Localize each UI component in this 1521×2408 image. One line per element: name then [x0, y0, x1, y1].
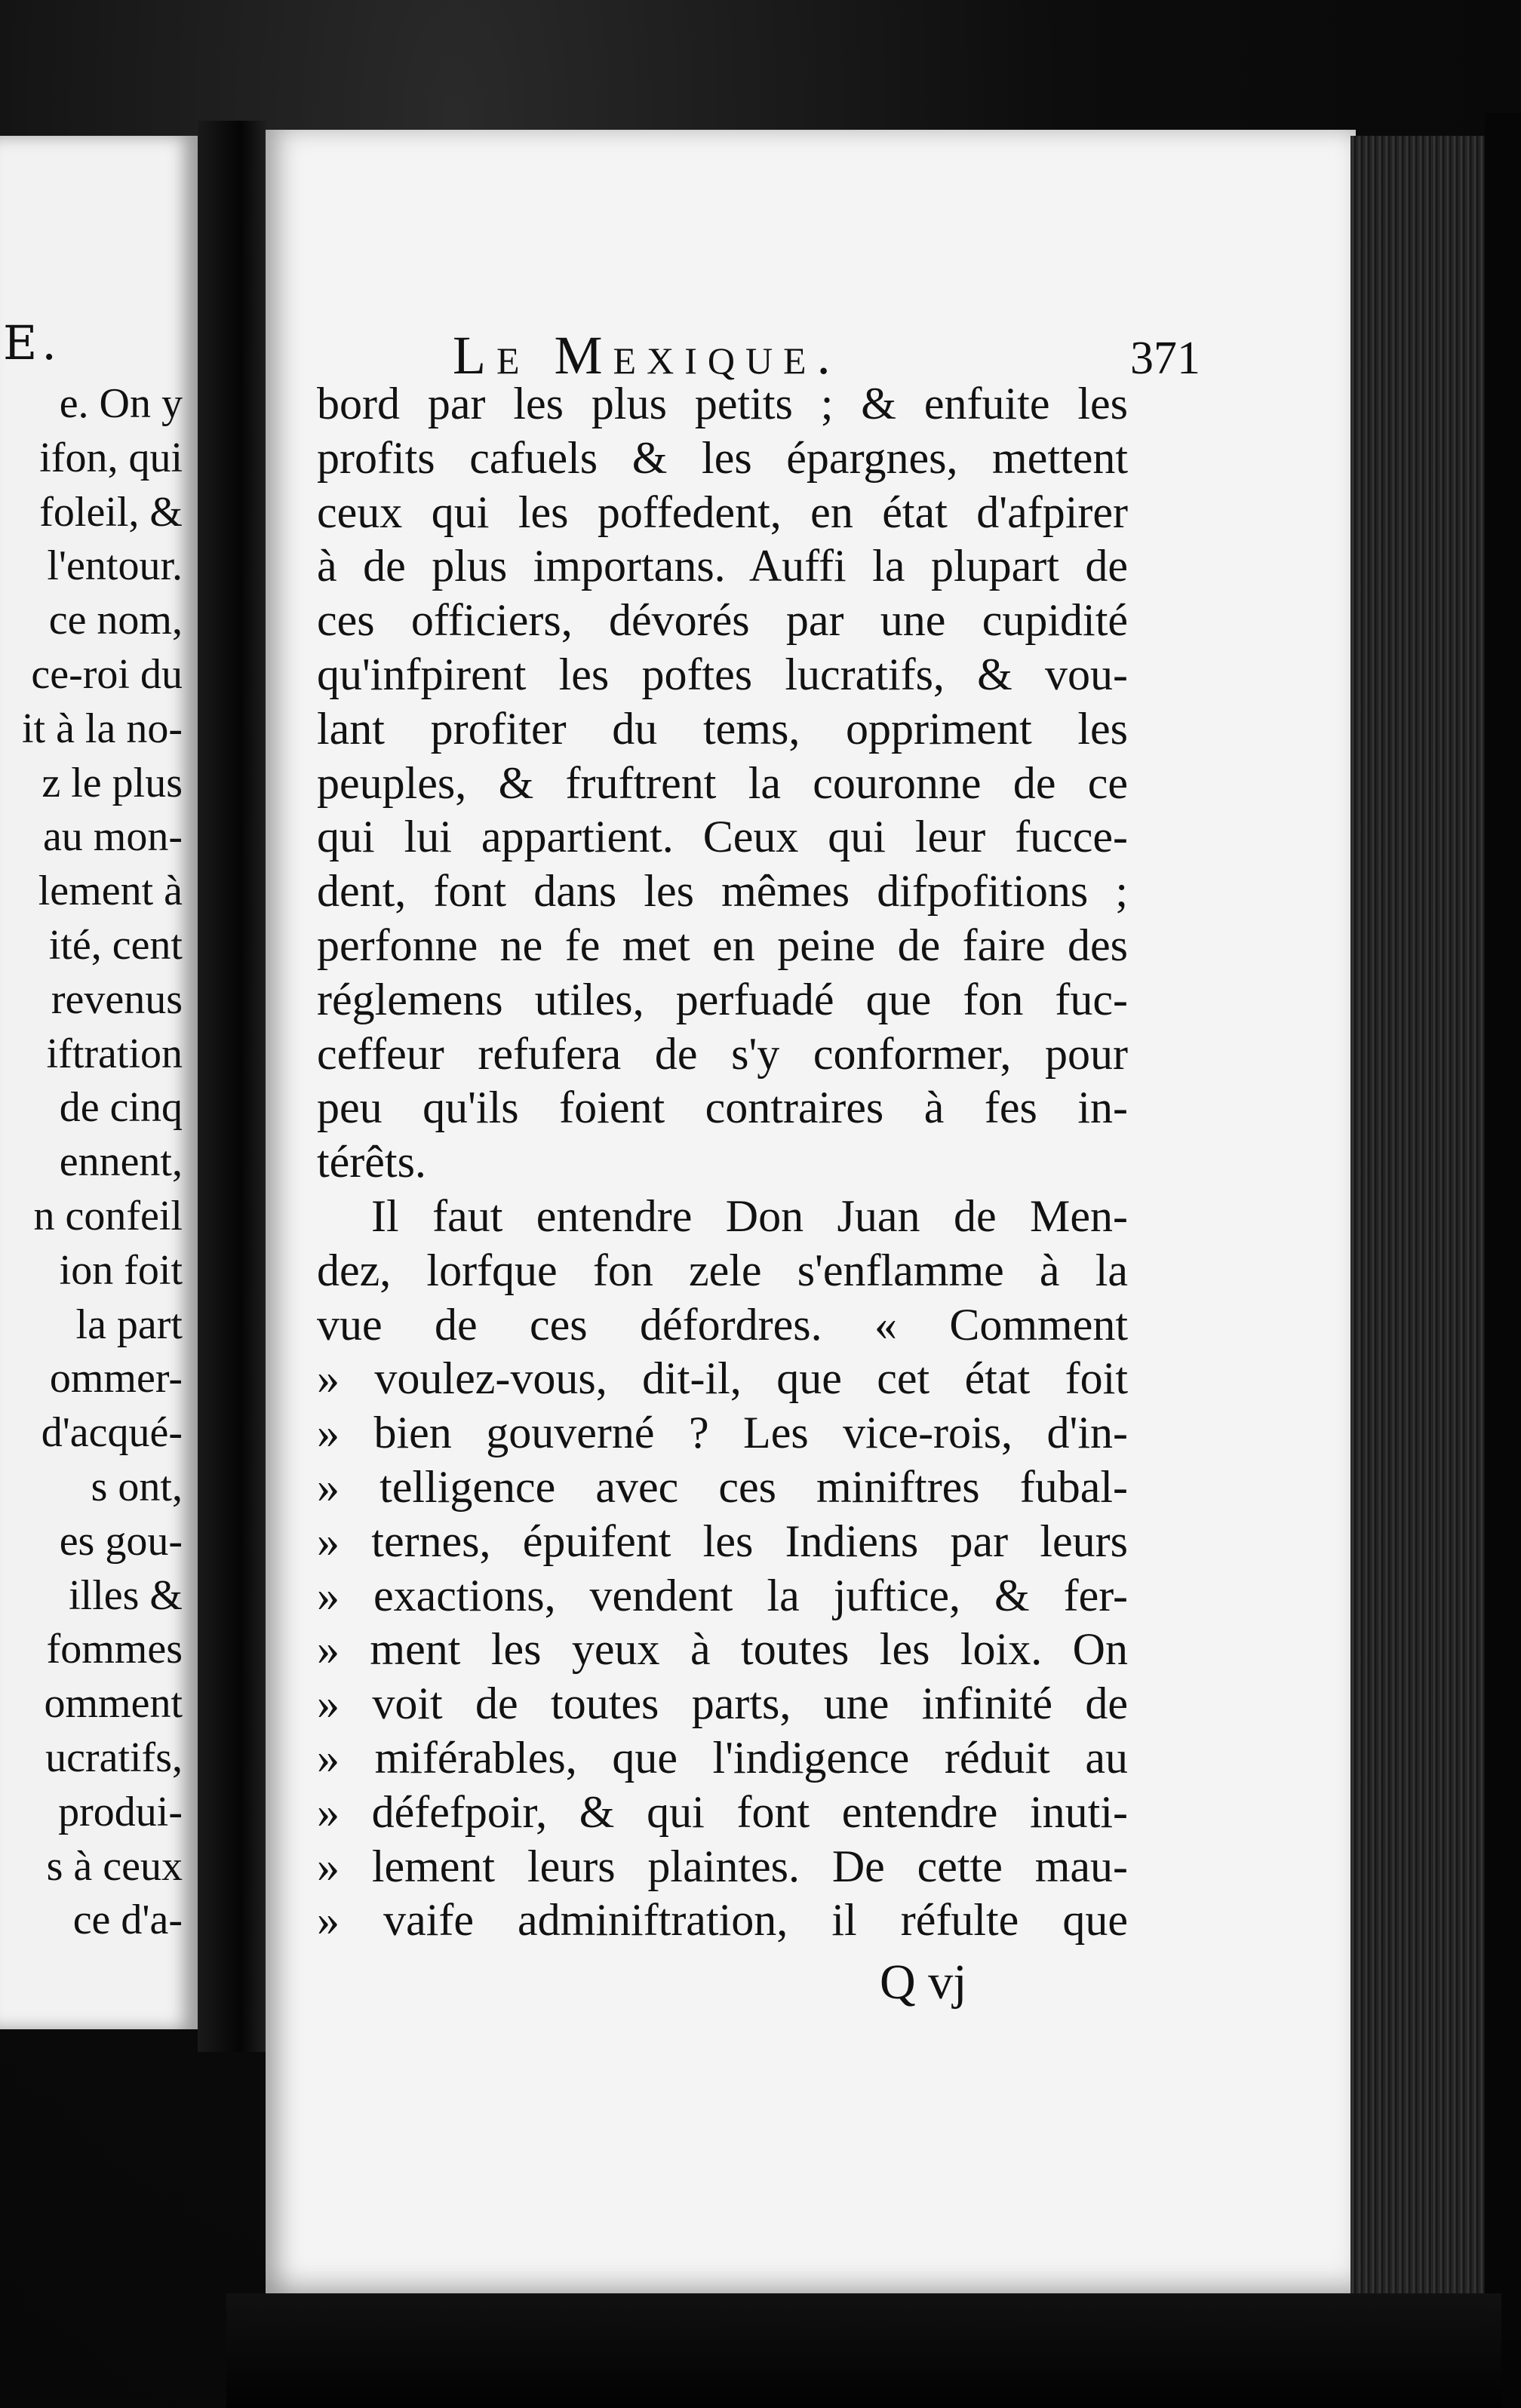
- text-line: » ment les yeux à toutes les loix. On: [317, 1624, 1128, 1675]
- previous-page-line: ce d'a-: [72, 1897, 183, 1944]
- text-line: peu qu'ils foient contraires à fes in-: [317, 1083, 1128, 1133]
- text-line: réglemens utiles, perfuadé que fon fuc-: [317, 974, 1128, 1024]
- previous-page-line: ion foit: [59, 1246, 183, 1294]
- previous-page-line: ifon, qui: [39, 434, 183, 481]
- text-line: térêts.: [317, 1137, 426, 1187]
- previous-page-line: ité, cent: [48, 922, 183, 969]
- previous-page-line: revenus: [51, 975, 183, 1023]
- text-line: vue de ces défordres. « Comment: [317, 1299, 1128, 1350]
- previous-page-line: lement à: [38, 868, 183, 915]
- previous-page: [0, 136, 198, 2029]
- book-gutter: [198, 121, 269, 2052]
- previous-page-line: n confeil: [33, 1193, 183, 1239]
- previous-page-line: ce-roi du: [31, 651, 183, 698]
- previous-page-line: ucratifs,: [45, 1734, 183, 1781]
- catchword-signature: Q vj: [880, 1955, 967, 2010]
- text-line: qui lui appartient. Ceux qui leur fucce-: [317, 812, 1128, 862]
- text-line: » voulez-vous, dit-il, que cet état foit: [317, 1353, 1128, 1404]
- previous-page-line: de cinq: [59, 1084, 183, 1132]
- previous-page-line: d'acqué-: [41, 1409, 183, 1457]
- previous-page-line: it à la no-: [21, 705, 183, 752]
- previous-page-line: e. On y: [59, 380, 183, 427]
- previous-page-line: s à ceux: [46, 1842, 183, 1890]
- text-line: » bien gouverné ? Les vice-rois, d'in-: [317, 1408, 1128, 1458]
- book-cover-edge: [1485, 113, 1521, 2339]
- previous-page-line: ennent,: [59, 1138, 183, 1186]
- text-line: lant profiter du tems, oppriment les: [317, 703, 1128, 754]
- text-line: » telligence avec ces miniftres fubal-: [317, 1461, 1128, 1512]
- previous-page-line: illes &: [69, 1571, 183, 1619]
- text-line: » lement leurs plaintes. De cette mau-: [317, 1841, 1128, 1891]
- previous-page-line: s ont,: [91, 1464, 183, 1510]
- text-line: dent, font dans les mêmes difpofitions ;: [317, 866, 1128, 917]
- text-line: ces officiers, dévorés par une cupidité: [317, 595, 1128, 646]
- text-line: qu'infpirent les poftes lucratifs, & vou-: [317, 649, 1128, 699]
- text-line: » exactions, vendent la juftice, & fer-: [317, 1570, 1128, 1620]
- page-bottom-shadow: [226, 2293, 1501, 2408]
- previous-page-line: la part: [75, 1301, 183, 1348]
- previous-page-line: l'entour.: [47, 542, 183, 590]
- page-fore-edge: [1350, 136, 1486, 2301]
- previous-page-line: foleil, &: [39, 488, 183, 536]
- text-line: à de plus importans. Auffi la plupart de: [317, 541, 1128, 591]
- previous-page-line: omment: [44, 1680, 183, 1728]
- running-title: Le Mexique.: [453, 325, 841, 385]
- text-line: perfonne ne fe met en peine de faire des: [317, 920, 1128, 970]
- previous-page-line: ommer-: [49, 1355, 183, 1402]
- text-line: » miférables, que l'indigence réduit au: [317, 1732, 1128, 1783]
- text-line: profits cafuels & les épargnes, mettent: [317, 432, 1128, 483]
- previous-page-line: z le plus: [41, 759, 183, 806]
- previous-page-line: au mon-: [42, 813, 183, 861]
- text-line: Il faut entendre Don Juan de Men-: [371, 1190, 1128, 1241]
- running-head: [453, 324, 1207, 385]
- text-line: » défefpoir, & qui font entendre inuti-: [317, 1786, 1128, 1837]
- text-line: peuples, & fruftrent la couronne de ce: [317, 757, 1128, 808]
- previous-page-line: es gou-: [59, 1517, 183, 1565]
- text-line: » ternes, épuifent les Indiens par leurs: [317, 1516, 1128, 1566]
- text-line: bord par les plus petits ; & enfuite les: [317, 379, 1128, 428]
- previous-page-line: ce nom,: [48, 597, 183, 644]
- text-line: dez, lorfque fon zele s'enflamme à la: [317, 1245, 1128, 1295]
- previous-page-line: produi-: [58, 1788, 183, 1835]
- previous-page-line: fommes: [46, 1626, 183, 1673]
- previous-page-header: E.: [3, 315, 61, 370]
- text-line: ceffeur refufera de s'y conformer, pour: [317, 1028, 1128, 1079]
- text-line: » vaife adminiftration, il réfulte que: [317, 1895, 1128, 1946]
- body-text: [317, 377, 1128, 1948]
- text-line: » voit de toutes parts, une infinité de: [317, 1679, 1128, 1729]
- previous-page-line: iftration: [46, 1030, 183, 1077]
- page-number: 371: [1130, 333, 1200, 384]
- text-line: ceux qui les poffedent, en état d'afpirer: [317, 487, 1128, 537]
